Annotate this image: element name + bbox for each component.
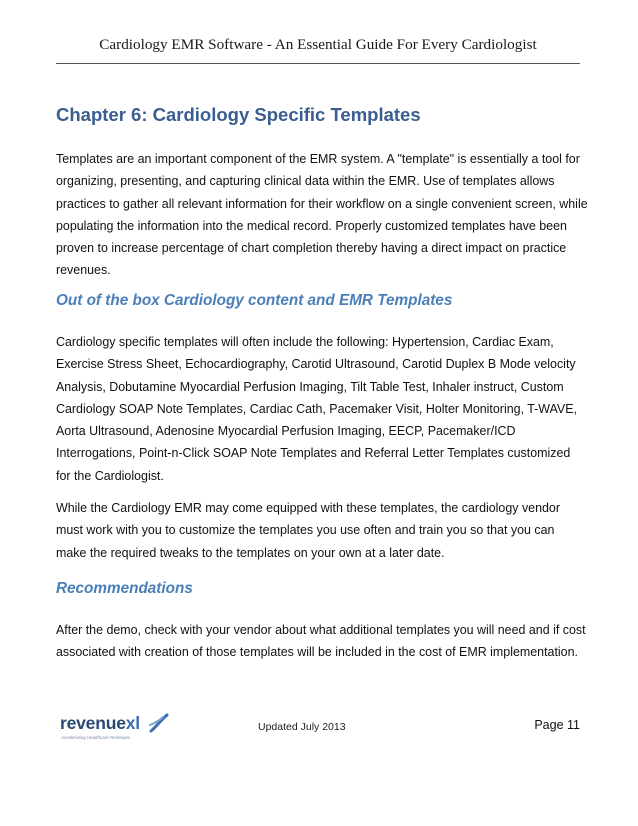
logo-tagline: Accelerating Healthcare Revenues <box>61 735 131 740</box>
logo-wordmark-accent: xl <box>125 713 140 733</box>
header-divider <box>56 63 580 64</box>
page-number: Page 11 <box>534 718 580 732</box>
running-header: Cardiology EMR Software - An Essential Guide For Every Cardiologist <box>99 36 537 53</box>
logo-wordmark-main: revenue <box>60 713 126 733</box>
intro-paragraph: Templates are an important component of the EMR system. A "template" is essentially a tool for organizing, presenting, and capturing clinical data within the EMR. Use of templates allows practices to gather all relevant information for their workflow on a single convenient screen, while populating the information into the medical record. Properly customized templates have been proven to increase percentage of chart completion thereby having a direct impact on practice revenues. <box>56 152 588 278</box>
logo-wordmark <box>60 713 140 734</box>
section-heading-recommendations: Recommendations <box>56 580 193 597</box>
updated-date: Updated July 2013 <box>258 721 346 733</box>
section-heading-templates: Out of the box Cardiology content and EMR Templates <box>56 292 453 309</box>
logo-swoosh-icon <box>148 713 170 735</box>
chapter-title: Chapter 6: Cardiology Specific Templates <box>56 104 421 125</box>
revenuexl-logo <box>60 713 170 749</box>
templates-list-paragraph: Cardiology specific templates will often include the following: Hypertension, Cardiac Exam, Exercise Stress Sheet, Echocardiography, Carotid Ultrasound, Carotid Duplex B Mode velocity Analysis, Dobutamine Myocardial Perfusion Imaging, Tilt Table Test, Inhaler instruct, Custom Cardiology SOAP Note Templates, Cardiac Cath, Pacemaker Visit, Holter Monitoring, T-WAVE, Aorta Ultrasound, Adenosine Myocardial Perfusion Imaging, EECP, Pacemaker/ICD Interrogations, Point-n-Click SOAP Note Templates and Referral Letter Templates customized for the Cardiologist. <box>56 335 577 483</box>
recommendations-paragraph: After the demo, check with your vendor about what additional templates you will need and if cost associated with creation of those templates will be included in the cost of EMR implementation. <box>56 623 586 660</box>
vendor-customization-paragraph: While the Cardiology EMR may come equipped with these templates, the cardiology vendor must work with you to customize the templates you use often and train you so that you can make the required tweaks to the templates on your own at a later date. <box>56 501 560 560</box>
